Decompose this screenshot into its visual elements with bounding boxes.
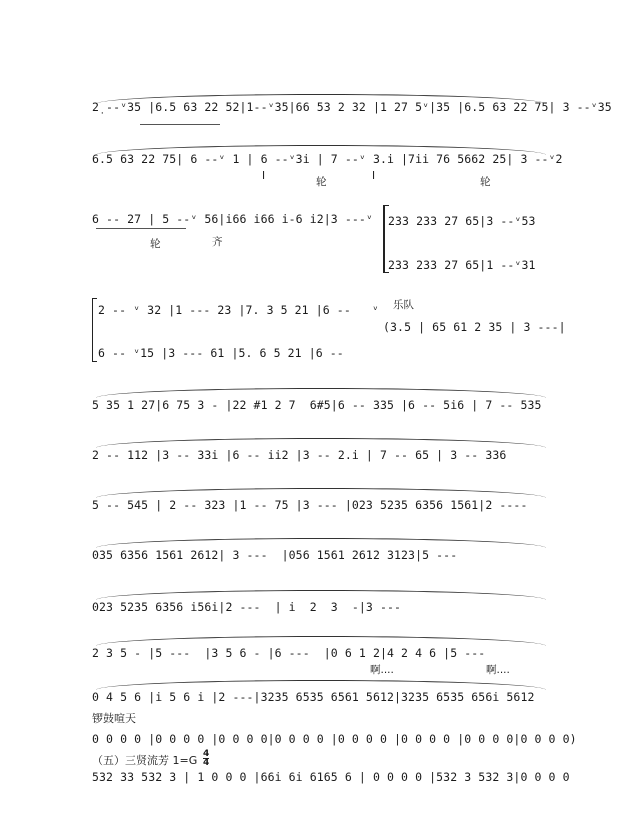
staff-row-12: 0 0 0 0 |0 0 0 0 |0 0 0 0|0 0 0 0 |0 0 0 0 |0 0 0 0 |0 0 0 0|0 0 0 0) xyxy=(92,732,577,746)
staff-row-6: 2 -- 112 |3 -- 33i |6 -- ii2 |3 -- 2.i | 7 -- 65 | 3 -- 336 xyxy=(92,448,507,462)
lyric: 啊.... xyxy=(370,664,394,676)
lyric: I xyxy=(262,170,266,182)
time-signature-top: 4 xyxy=(203,749,210,759)
band-label: 乐队 xyxy=(393,299,414,311)
lyric: 轮 xyxy=(480,176,491,188)
dynamics-line xyxy=(140,124,220,125)
lyric: I xyxy=(372,170,376,182)
time-signature xyxy=(203,750,209,767)
staff-row-5: 5 35 1 27|6 75 3 - |22 #1 2 7 6#5|6 -- 335 |6 -- 5i6 | 7 -- 535 xyxy=(92,398,542,412)
staff-row-3-lower: 233 233 27 65|1 --ᵛ31 xyxy=(388,258,536,272)
phrase-slur xyxy=(96,636,546,646)
section-heading: （五）三贤流芳 1=G xyxy=(92,754,198,767)
staff-row-2: 6.5 63 22 75| 6 --ᵛ 1 | 6 --ᵛ3i | 7 --ᵛ 3.i |7ii 76 5662 25| 3 --ᵛ2 xyxy=(92,152,563,166)
dynamics-line xyxy=(96,228,186,229)
phrase-slur xyxy=(96,94,546,104)
staff-row-7: 5 -- 545 | 2 -- 323 |1 -- 75 |3 --- |023 5235 6356 1561|2 ---- xyxy=(92,498,528,512)
phrase-slur xyxy=(96,438,546,448)
phrase-slur xyxy=(96,538,546,548)
staff-row-3-upper: 233 233 27 65|3 --ᵛ53 xyxy=(388,214,536,228)
staff-row-9: 023 5235 6356 i56i|2 --- | i 2 3 -|3 --- xyxy=(92,600,402,614)
phrase-slur xyxy=(96,145,546,155)
staff-row-13: 532 33 532 3 | 1 0 0 0 |66i 6i 6165 6 | 0 0 0 0 |532 3 532 3|0 0 0 0 xyxy=(92,770,570,784)
lyric: 齐 xyxy=(212,236,223,248)
phrase-slur xyxy=(96,488,546,498)
lyric: 啊.... xyxy=(486,664,510,676)
staff-row-4-lower: 6 -- ᵛ15 |3 --- 61 |5. 6 5 21 |6 -- xyxy=(98,346,344,360)
system-brace xyxy=(92,298,97,362)
phrase-slur xyxy=(96,680,546,690)
phrase-slur xyxy=(96,388,546,398)
interlude-label: 锣鼓喧天 xyxy=(92,712,136,725)
staff-row-4-upper: 2 -- ᵛ 32 |1 --- 23 |7. 3 5 21 |6 -- ᵛ xyxy=(98,303,379,317)
lyric: 轮 xyxy=(150,238,161,250)
staff-row-8: 035 6356 1561 2612| 3 --- |056 1561 2612 3123|5 --- xyxy=(92,548,458,562)
lyric: 轮 xyxy=(316,176,327,188)
staff-row-3: 6 -- 27 | 5 --ᵛ 56|i66 i66 i-6 i2|3 ---ᵛ xyxy=(92,212,373,226)
staff-row-1: 2̣ --ᵛ35 |6.5 63 22 52|1--ᵛ35|66 53 2 32 |1 27 5ᵛ|35 |6.5 63 22 75| 3 --ᵛ35 xyxy=(92,100,612,114)
time-signature-bottom: 4 xyxy=(203,758,210,768)
phrase-slur xyxy=(96,590,546,600)
staff-row-11: 0 4 5 6 |i 5 6 i |2 ---|3235 6535 6561 5612|3235 6535 656i 5612 xyxy=(92,690,535,704)
staff-row-4-band: (3.5 | 65 61 2 35 | 3 ---| xyxy=(383,320,566,334)
staff-row-10: 2 3 5 - |5 --- |3 5 6 - |6 --- |0 6 1 2|4 2 4 6 |5 --- xyxy=(92,646,486,660)
